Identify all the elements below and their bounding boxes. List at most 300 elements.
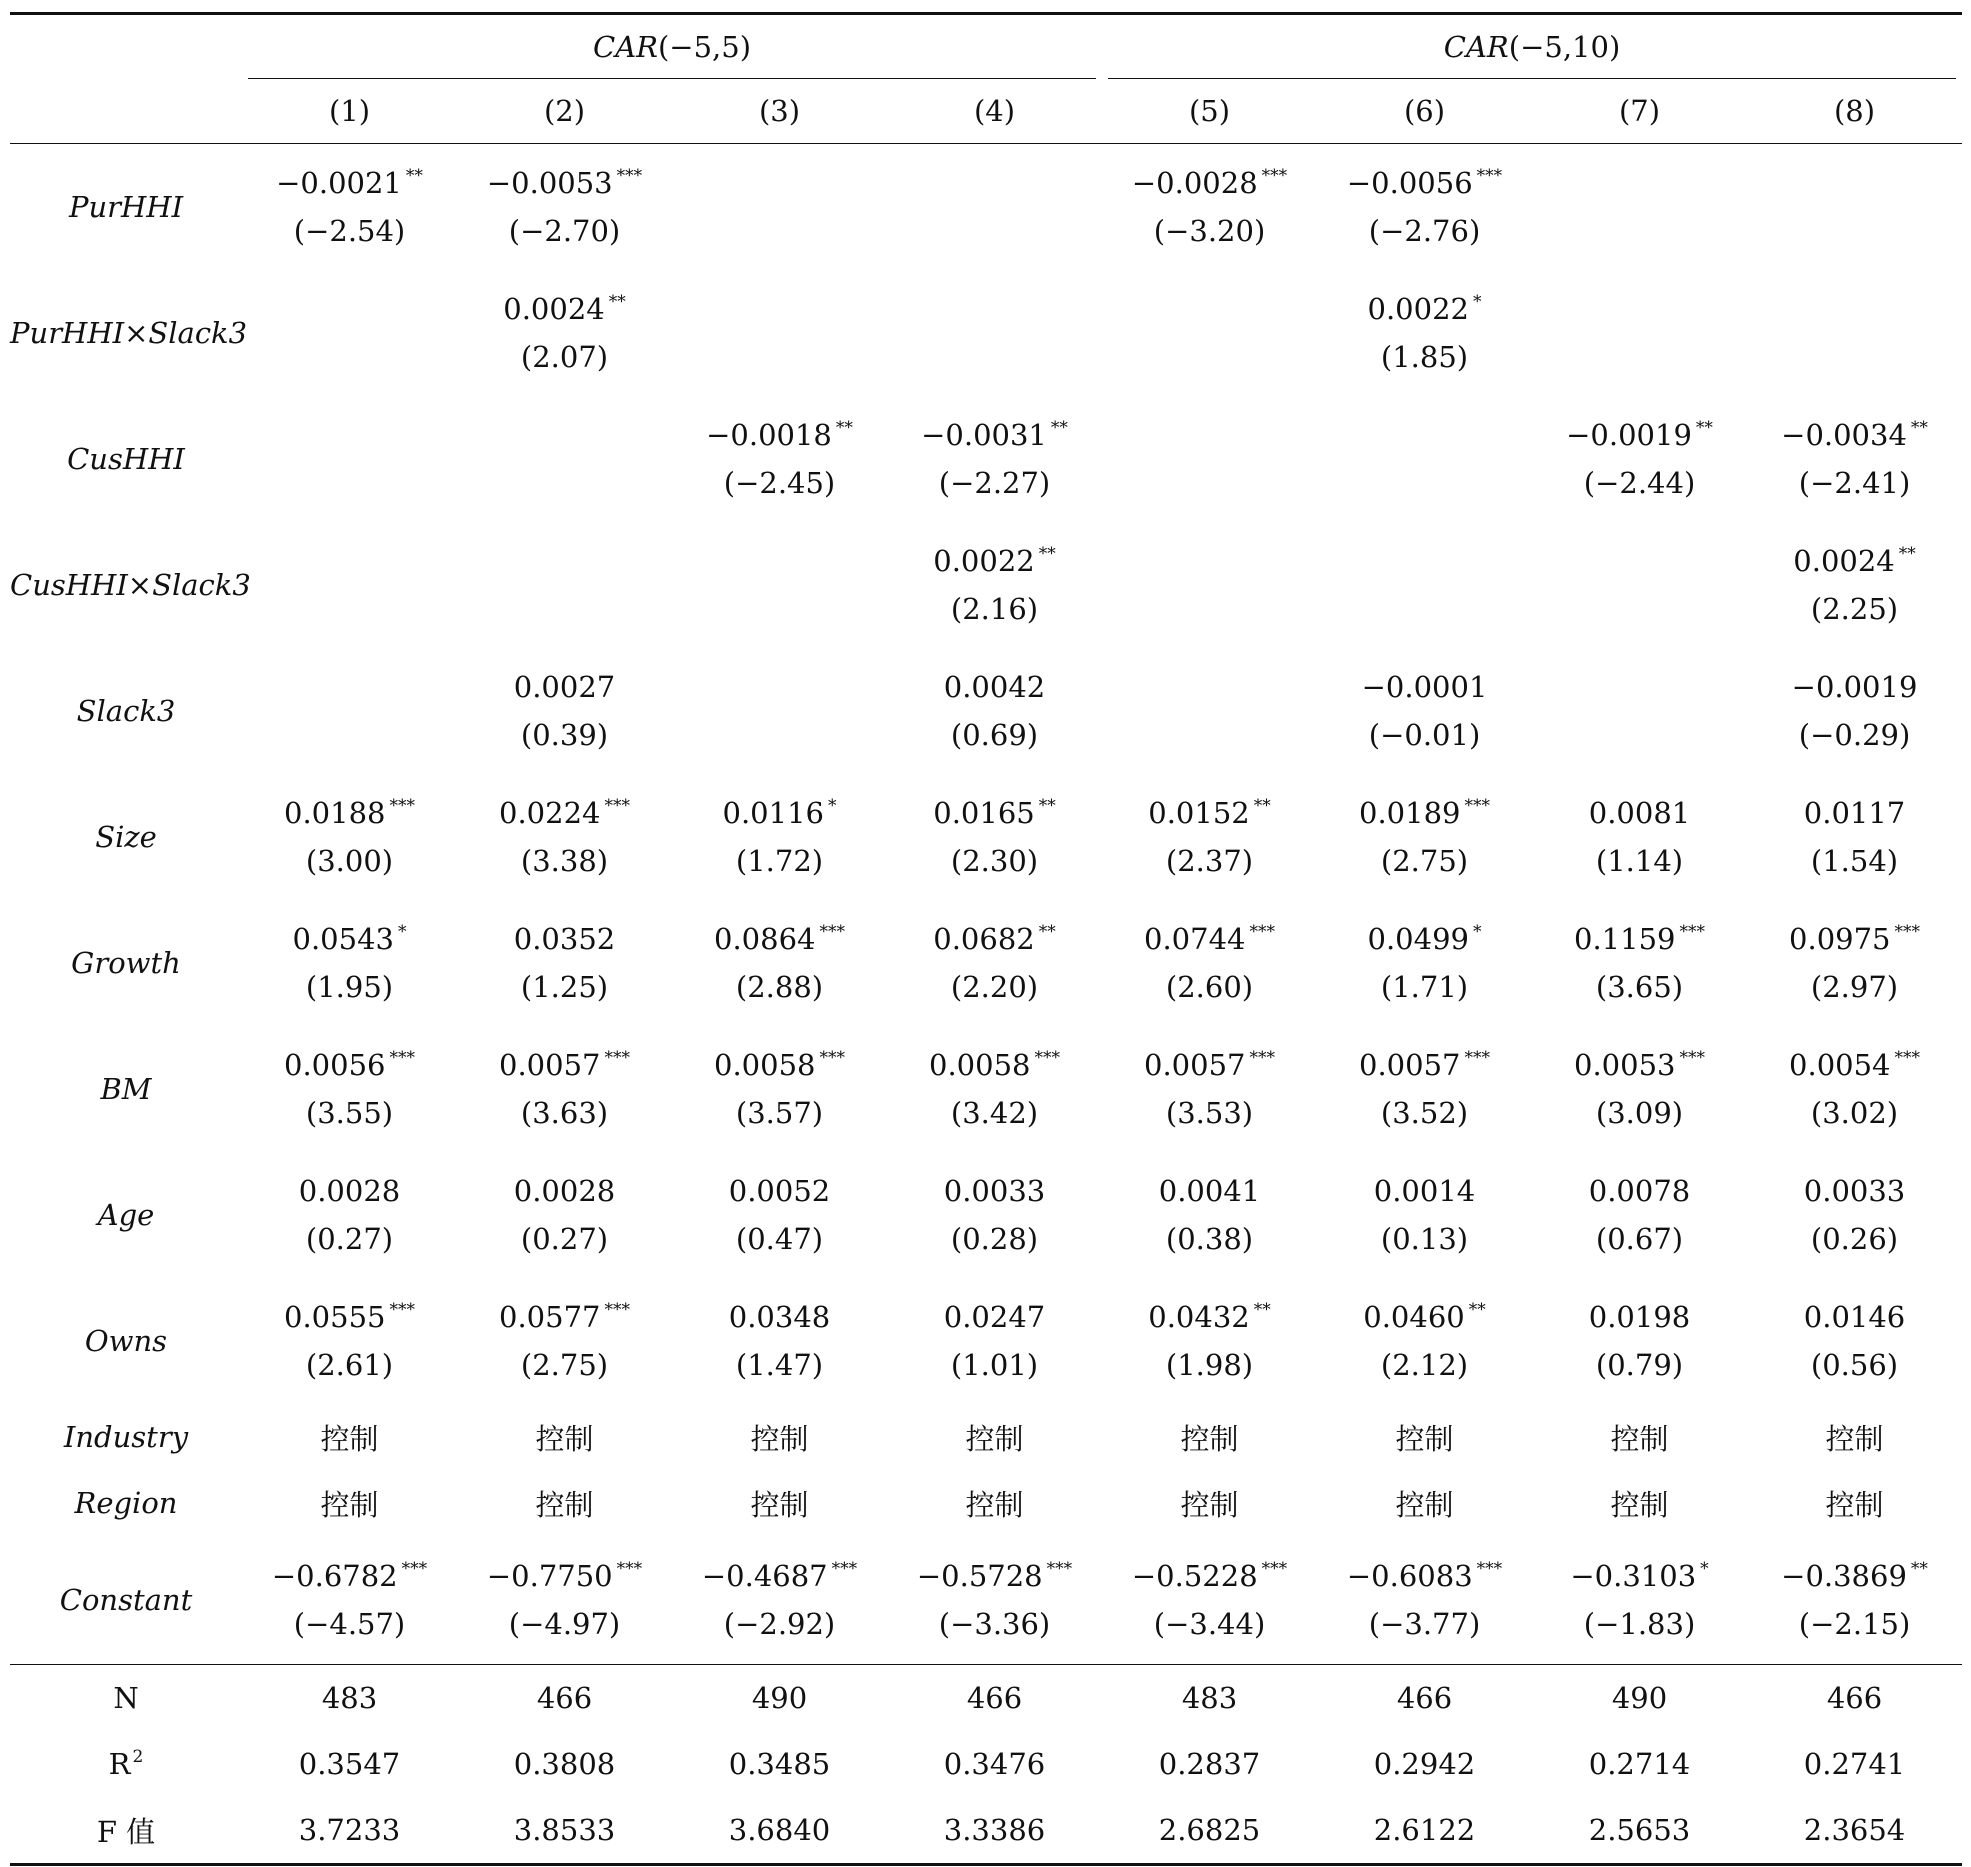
variable-label: PurHHI bbox=[68, 190, 184, 224]
estimate-cell bbox=[242, 648, 457, 774]
coefficient bbox=[457, 159, 672, 207]
control-value: 控制 bbox=[965, 1421, 1024, 1456]
coefficient bbox=[1317, 915, 1532, 963]
significance-stars: *** bbox=[819, 922, 845, 942]
coefficient-value: 0.0189 bbox=[1359, 796, 1461, 830]
coefficient bbox=[887, 1041, 1102, 1089]
variable-row bbox=[10, 774, 1962, 900]
coefficient-value: −0.0034 bbox=[1781, 418, 1907, 452]
coefficient-value: −0.7750 bbox=[486, 1559, 613, 1593]
t-statistic: (0.27) bbox=[520, 1222, 609, 1256]
significance-stars: *** bbox=[604, 796, 630, 816]
significance-stars: ** bbox=[1910, 418, 1928, 438]
coefficient bbox=[457, 1041, 672, 1089]
control-label: Region bbox=[74, 1486, 178, 1520]
estimate-cell bbox=[672, 144, 887, 271]
coefficient bbox=[672, 1552, 887, 1600]
estimate-cell bbox=[1747, 900, 1962, 1026]
coefficient-value: 0.0033 bbox=[943, 1174, 1046, 1208]
coefficient bbox=[457, 1552, 672, 1600]
coefficient bbox=[1317, 1041, 1532, 1089]
coefficient bbox=[457, 789, 672, 837]
t-statistic: (1.95) bbox=[305, 970, 394, 1004]
t-statistic: (0.67) bbox=[1595, 1222, 1684, 1256]
estimate-cell bbox=[1317, 522, 1532, 648]
coefficient bbox=[887, 537, 1102, 585]
statistic-row bbox=[10, 1731, 1962, 1797]
t-statistic: (−3.44) bbox=[1153, 1607, 1266, 1641]
coefficient-value: 0.0146 bbox=[1803, 1300, 1906, 1334]
estimate-cell bbox=[887, 774, 1102, 900]
coefficient bbox=[1747, 789, 1962, 837]
coefficient bbox=[1102, 915, 1317, 963]
t-statistic: (1.14) bbox=[1595, 844, 1684, 878]
statistic-label-cell bbox=[10, 1731, 242, 1797]
estimate-cell bbox=[672, 1026, 887, 1152]
estimate-cell bbox=[672, 1152, 887, 1278]
significance-stars: *** bbox=[1476, 166, 1503, 186]
t-statistic: (−4.57) bbox=[293, 1607, 406, 1641]
coefficient bbox=[457, 1167, 672, 1215]
coefficient-value: 0.0033 bbox=[1803, 1174, 1906, 1208]
estimate-cell bbox=[242, 270, 457, 396]
significance-stars: *** bbox=[1679, 922, 1705, 942]
control-value: 控制 bbox=[1180, 1487, 1239, 1522]
coefficient-value: 0.0028 bbox=[298, 1174, 401, 1208]
coefficient-value: −0.0028 bbox=[1131, 166, 1258, 200]
estimate-cell bbox=[887, 1152, 1102, 1278]
coefficient-value: 0.0975 bbox=[1789, 922, 1891, 956]
control-value: 控制 bbox=[320, 1421, 379, 1456]
t-statistic: (2.07) bbox=[520, 340, 609, 374]
coefficient bbox=[1317, 285, 1532, 333]
coefficient bbox=[887, 1167, 1102, 1215]
variable-label: Owns bbox=[84, 1324, 168, 1358]
variable-label: CusHHI bbox=[67, 442, 185, 476]
constant-label: Constant bbox=[59, 1583, 193, 1617]
statistic-value: 466 bbox=[457, 1665, 672, 1732]
control-row bbox=[10, 1470, 1962, 1536]
column-number: (1) bbox=[242, 79, 457, 144]
t-statistic: (−3.20) bbox=[1153, 214, 1266, 248]
significance-stars: ** bbox=[405, 166, 423, 186]
t-statistic: (0.47) bbox=[735, 1222, 824, 1256]
estimate-cell bbox=[457, 1152, 672, 1278]
coefficient-value: 0.0460 bbox=[1363, 1300, 1465, 1334]
estimate-cell bbox=[1317, 900, 1532, 1026]
estimate-cell bbox=[457, 270, 672, 396]
significance-stars: ** bbox=[608, 292, 626, 312]
estimate-cell bbox=[887, 648, 1102, 774]
estimate-cell bbox=[1747, 396, 1962, 522]
coefficient bbox=[242, 1041, 457, 1089]
estimate-cell bbox=[242, 1536, 457, 1665]
estimate-cell bbox=[1317, 774, 1532, 900]
t-statistic: (0.38) bbox=[1165, 1222, 1254, 1256]
variable-row bbox=[10, 270, 1962, 396]
statistic-label: F 值 bbox=[96, 1814, 156, 1849]
coefficient bbox=[1102, 159, 1317, 207]
control-value: 控制 bbox=[750, 1487, 809, 1522]
coefficient-value: 0.0078 bbox=[1588, 1174, 1691, 1208]
coefficient-value: 0.0348 bbox=[728, 1300, 831, 1334]
group-header bbox=[1102, 14, 1962, 80]
group-underline bbox=[248, 78, 1096, 79]
significance-stars: *** bbox=[604, 1300, 630, 1320]
control-value: 控制 bbox=[1825, 1421, 1884, 1456]
estimate-cell bbox=[887, 1026, 1102, 1152]
control-value: 控制 bbox=[1180, 1421, 1239, 1456]
estimate-cell bbox=[1102, 270, 1317, 396]
variable-row bbox=[10, 396, 1962, 522]
regression-table bbox=[10, 12, 1962, 1866]
t-statistic: (0.56) bbox=[1810, 1348, 1899, 1382]
column-number: (2) bbox=[457, 79, 672, 144]
coefficient bbox=[1102, 1552, 1317, 1600]
significance-stars: ** bbox=[1253, 1300, 1271, 1320]
estimate-cell bbox=[672, 1536, 887, 1665]
variable-label: Size bbox=[95, 820, 157, 854]
estimate-cell bbox=[242, 1152, 457, 1278]
significance-stars: *** bbox=[819, 1048, 845, 1068]
estimate-cell bbox=[887, 1278, 1102, 1404]
coefficient-value: 0.0027 bbox=[513, 670, 616, 704]
estimate-cell bbox=[887, 144, 1102, 271]
significance-stars: ** bbox=[1468, 1300, 1486, 1320]
significance-stars: ** bbox=[1253, 796, 1271, 816]
t-statistic: (2.20) bbox=[950, 970, 1039, 1004]
group-underline bbox=[1108, 78, 1956, 79]
significance-stars: ** bbox=[1050, 418, 1068, 438]
group-header-label: CAR bbox=[1443, 30, 1509, 64]
coefficient bbox=[1532, 915, 1747, 963]
coefficient-value: −0.0053 bbox=[486, 166, 613, 200]
coefficient-value: 0.0058 bbox=[929, 1048, 1031, 1082]
statistic-value: 0.2741 bbox=[1803, 1747, 1906, 1781]
statistic-value: 490 bbox=[1532, 1665, 1747, 1732]
significance-stars: *** bbox=[389, 796, 415, 816]
coefficient-value: −0.6782 bbox=[271, 1559, 398, 1593]
estimate-cell bbox=[1747, 144, 1962, 271]
estimate-cell bbox=[1102, 396, 1317, 522]
statistic-value: 2.5653 bbox=[1588, 1813, 1691, 1847]
variable-row bbox=[10, 900, 1962, 1026]
coefficient-value: −0.0018 bbox=[706, 418, 832, 452]
t-statistic: (2.61) bbox=[305, 1348, 394, 1382]
coefficient-value: 0.0058 bbox=[714, 1048, 816, 1082]
estimate-cell bbox=[1102, 900, 1317, 1026]
column-number: (6) bbox=[1317, 79, 1532, 144]
coefficient bbox=[1102, 789, 1317, 837]
estimate-cell bbox=[1747, 774, 1962, 900]
t-statistic: (−1.83) bbox=[1583, 1607, 1696, 1641]
estimate-cell bbox=[1747, 522, 1962, 648]
coefficient-value: 0.0152 bbox=[1148, 796, 1250, 830]
coefficient-value: −0.6083 bbox=[1346, 1559, 1473, 1593]
coefficient bbox=[242, 159, 457, 207]
coefficient bbox=[1747, 537, 1962, 585]
estimate-cell bbox=[1747, 1536, 1962, 1665]
t-statistic: (3.65) bbox=[1595, 970, 1684, 1004]
statistic-label-cell bbox=[10, 1665, 242, 1732]
t-statistic: (−2.92) bbox=[723, 1607, 836, 1641]
estimate-cell bbox=[1102, 1278, 1317, 1404]
coefficient-value: −0.3869 bbox=[1781, 1559, 1907, 1593]
variable-label: CusHHI×Slack3 bbox=[10, 568, 251, 602]
coefficient bbox=[457, 915, 672, 963]
coefficient bbox=[1317, 1552, 1532, 1600]
statistic-value: 0.3476 bbox=[943, 1747, 1046, 1781]
coefficient bbox=[457, 285, 672, 333]
statistic-value: 3.7233 bbox=[298, 1813, 401, 1847]
t-statistic: (1.47) bbox=[735, 1348, 824, 1382]
coefficient-value: 0.0022 bbox=[933, 544, 1035, 578]
variable-label: Slack3 bbox=[76, 694, 176, 728]
estimate-cell bbox=[887, 396, 1102, 522]
t-statistic: (−3.36) bbox=[938, 1607, 1051, 1641]
group-header-window: (−5,5) bbox=[657, 30, 752, 64]
group-header bbox=[242, 14, 1102, 80]
estimate-cell bbox=[672, 774, 887, 900]
control-row bbox=[10, 1404, 1962, 1470]
estimate-cell bbox=[457, 900, 672, 1026]
coefficient-value: 0.0543 bbox=[292, 922, 394, 956]
estimate-cell bbox=[457, 396, 672, 522]
coefficient bbox=[887, 1293, 1102, 1341]
estimate-cell bbox=[1102, 1026, 1317, 1152]
t-statistic: (3.42) bbox=[950, 1096, 1039, 1130]
estimate-cell bbox=[1317, 1536, 1532, 1665]
significance-stars: ** bbox=[1898, 544, 1916, 564]
statistic-value: 3.8533 bbox=[513, 1813, 616, 1847]
estimate-cell bbox=[1532, 900, 1747, 1026]
estimate-cell bbox=[1747, 648, 1962, 774]
coefficient bbox=[1532, 411, 1747, 459]
estimate-cell bbox=[457, 1278, 672, 1404]
t-statistic: (−2.15) bbox=[1798, 1607, 1911, 1641]
coefficient-value: −0.4687 bbox=[701, 1559, 828, 1593]
variable-label: Age bbox=[97, 1198, 155, 1232]
significance-stars: * bbox=[827, 796, 837, 816]
coefficient bbox=[1747, 1552, 1962, 1600]
significance-stars: *** bbox=[1261, 166, 1288, 186]
estimate-cell bbox=[1747, 1026, 1962, 1152]
estimate-cell bbox=[1747, 1278, 1962, 1404]
statistic-value: 3.3386 bbox=[943, 1813, 1046, 1847]
coefficient bbox=[1102, 1293, 1317, 1341]
statistic-value: 466 bbox=[1747, 1665, 1962, 1732]
coefficient bbox=[1317, 789, 1532, 837]
coefficient bbox=[1747, 915, 1962, 963]
statistic-value: 0.2942 bbox=[1373, 1747, 1476, 1781]
estimate-cell bbox=[1102, 1152, 1317, 1278]
t-statistic: (−2.76) bbox=[1368, 214, 1481, 248]
estimate-cell bbox=[887, 1536, 1102, 1665]
t-statistic: (0.69) bbox=[950, 718, 1039, 752]
t-statistic: (3.52) bbox=[1380, 1096, 1469, 1130]
coefficient-value: 0.0024 bbox=[1793, 544, 1895, 578]
coefficient-value: 0.0057 bbox=[1359, 1048, 1461, 1082]
estimate-cell bbox=[1317, 1152, 1532, 1278]
variable-row bbox=[10, 1026, 1962, 1152]
coefficient-value: 0.0081 bbox=[1588, 796, 1691, 830]
estimate-cell bbox=[887, 522, 1102, 648]
control-label: Industry bbox=[63, 1420, 189, 1454]
statistic-value: 2.3654 bbox=[1803, 1813, 1906, 1847]
coefficient-value: −0.0056 bbox=[1346, 166, 1473, 200]
t-statistic: (0.79) bbox=[1595, 1348, 1684, 1382]
group-header-window: (−5,10) bbox=[1508, 30, 1621, 64]
coefficient-value: 0.0041 bbox=[1158, 1174, 1261, 1208]
t-statistic: (1.01) bbox=[950, 1348, 1039, 1382]
estimate-cell bbox=[457, 774, 672, 900]
coefficient bbox=[1532, 1167, 1747, 1215]
coefficient-value: −0.0019 bbox=[1566, 418, 1692, 452]
estimate-cell bbox=[1317, 396, 1532, 522]
t-statistic: (2.75) bbox=[1380, 844, 1469, 878]
estimate-cell bbox=[1317, 648, 1532, 774]
coefficient-value: −0.0031 bbox=[921, 418, 1047, 452]
significance-stars: *** bbox=[831, 1559, 858, 1579]
variable-label: BM bbox=[100, 1072, 152, 1106]
statistic-value: 0.2837 bbox=[1158, 1747, 1261, 1781]
coefficient bbox=[242, 1167, 457, 1215]
coefficient-value: 0.0188 bbox=[284, 796, 386, 830]
coefficient-value: 0.0054 bbox=[1789, 1048, 1891, 1082]
significance-stars: ** bbox=[1038, 796, 1056, 816]
coefficient-value: 0.0116 bbox=[722, 796, 824, 830]
estimate-cell bbox=[672, 270, 887, 396]
estimate-cell bbox=[1317, 1026, 1532, 1152]
coefficient bbox=[242, 1293, 457, 1341]
estimate-cell bbox=[672, 900, 887, 1026]
coefficient-value: 0.0022 bbox=[1367, 292, 1469, 326]
significance-stars: *** bbox=[401, 1559, 428, 1579]
estimate-cell bbox=[1317, 270, 1532, 396]
estimate-cell bbox=[457, 144, 672, 271]
column-number: (3) bbox=[672, 79, 887, 144]
t-statistic: (1.54) bbox=[1810, 844, 1899, 878]
variable-row bbox=[10, 144, 1962, 271]
estimate-cell bbox=[242, 522, 457, 648]
coefficient-value: −0.3103 bbox=[1570, 1559, 1697, 1593]
t-statistic: (1.85) bbox=[1380, 340, 1469, 374]
variable-row bbox=[10, 522, 1962, 648]
significance-stars: *** bbox=[1464, 1048, 1490, 1068]
estimate-cell bbox=[1532, 522, 1747, 648]
t-statistic: (−0.29) bbox=[1798, 718, 1911, 752]
coefficient-value: 0.1159 bbox=[1574, 922, 1676, 956]
t-statistic: (0.27) bbox=[305, 1222, 394, 1256]
coefficient bbox=[1102, 1041, 1317, 1089]
t-statistic: (0.39) bbox=[520, 718, 609, 752]
estimate-cell bbox=[887, 900, 1102, 1026]
column-number: (7) bbox=[1532, 79, 1747, 144]
control-value: 控制 bbox=[535, 1421, 594, 1456]
t-statistic: (0.13) bbox=[1380, 1222, 1469, 1256]
coefficient bbox=[1532, 1041, 1747, 1089]
coefficient-value: 0.0682 bbox=[933, 922, 1035, 956]
coefficient-value: 0.0028 bbox=[513, 1174, 616, 1208]
statistic-value: 483 bbox=[242, 1665, 457, 1732]
estimate-cell bbox=[1102, 648, 1317, 774]
corner-cell bbox=[10, 79, 242, 144]
coefficient-value: −0.5728 bbox=[916, 1559, 1043, 1593]
statistic-row bbox=[10, 1797, 1962, 1865]
coefficient-value: 0.0499 bbox=[1367, 922, 1469, 956]
variable-row bbox=[10, 1152, 1962, 1278]
coefficient bbox=[672, 1293, 887, 1341]
estimate-cell bbox=[242, 144, 457, 271]
estimate-cell bbox=[457, 648, 672, 774]
t-statistic: (1.71) bbox=[1380, 970, 1469, 1004]
t-statistic: (3.38) bbox=[520, 844, 609, 878]
coefficient-value: 0.0024 bbox=[503, 292, 605, 326]
t-statistic: (2.75) bbox=[520, 1348, 609, 1382]
estimate-cell bbox=[1532, 1026, 1747, 1152]
significance-stars: ** bbox=[1038, 544, 1056, 564]
significance-stars: *** bbox=[616, 1559, 643, 1579]
coefficient bbox=[1317, 1167, 1532, 1215]
estimate-cell bbox=[1317, 144, 1532, 271]
coefficient bbox=[887, 789, 1102, 837]
coefficient-value: 0.0555 bbox=[284, 1300, 386, 1334]
control-value: 控制 bbox=[1610, 1421, 1669, 1456]
t-statistic: (2.30) bbox=[950, 844, 1039, 878]
statistic-value: 483 bbox=[1102, 1665, 1317, 1732]
statistic-value: 466 bbox=[887, 1665, 1102, 1732]
significance-stars: *** bbox=[1464, 796, 1490, 816]
t-statistic: (1.25) bbox=[520, 970, 609, 1004]
variable-label: PurHHI×Slack3 bbox=[10, 316, 248, 350]
t-statistic: (3.55) bbox=[305, 1096, 394, 1130]
significance-stars: ** bbox=[1695, 418, 1713, 438]
column-number: (8) bbox=[1747, 79, 1962, 144]
corner-cell bbox=[10, 14, 242, 80]
coefficient bbox=[1317, 1293, 1532, 1341]
coefficient bbox=[887, 411, 1102, 459]
variable-row bbox=[10, 1278, 1962, 1404]
coefficient-value: 0.0247 bbox=[943, 1300, 1046, 1334]
statistic-value: 0.3808 bbox=[513, 1747, 616, 1781]
coefficient-value: 0.0014 bbox=[1373, 1174, 1476, 1208]
control-value: 控制 bbox=[1610, 1487, 1669, 1522]
t-statistic: (3.53) bbox=[1165, 1096, 1254, 1130]
t-statistic: (−2.54) bbox=[293, 214, 406, 248]
statistic-value: 0.2714 bbox=[1588, 1747, 1691, 1781]
significance-stars: ** bbox=[835, 418, 853, 438]
control-value: 控制 bbox=[1395, 1421, 1454, 1456]
significance-stars: * bbox=[1473, 922, 1482, 942]
estimate-cell bbox=[1102, 144, 1317, 271]
significance-stars: * bbox=[397, 922, 407, 942]
estimate-cell bbox=[457, 522, 672, 648]
coefficient bbox=[457, 1293, 672, 1341]
significance-stars: *** bbox=[1476, 1559, 1503, 1579]
statistic-value: 0.3485 bbox=[728, 1747, 831, 1781]
t-statistic: (1.72) bbox=[735, 844, 824, 878]
coefficient bbox=[887, 1552, 1102, 1600]
t-statistic: (2.97) bbox=[1810, 970, 1899, 1004]
t-statistic: (3.57) bbox=[735, 1096, 824, 1130]
estimate-cell bbox=[1532, 1278, 1747, 1404]
coefficient-value: 0.0053 bbox=[1574, 1048, 1676, 1082]
coefficient-value: 0.0744 bbox=[1144, 922, 1246, 956]
statistic-label: R bbox=[108, 1747, 131, 1781]
t-statistic: (3.63) bbox=[520, 1096, 609, 1130]
t-statistic: (−4.97) bbox=[508, 1607, 621, 1641]
significance-stars: *** bbox=[389, 1048, 415, 1068]
